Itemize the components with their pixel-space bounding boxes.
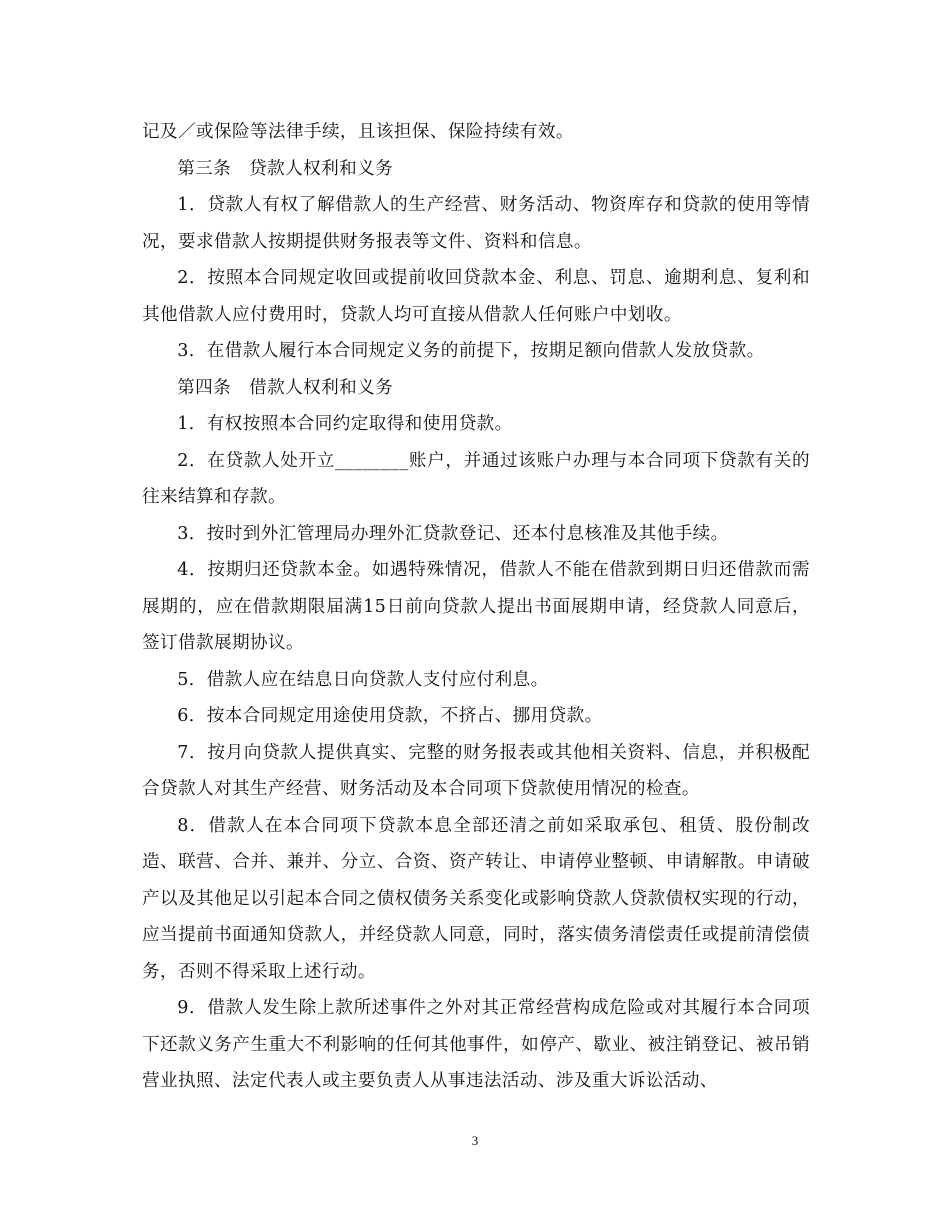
section-heading-article-4: 第四条 借款人权利和义务 — [177, 377, 394, 398]
clause-4-6: 6．按本合同规定用途使用贷款，不挤占、挪用贷款。 — [177, 706, 603, 726]
clause-4-7: 7．按月向贷款人提供真实、完整的财务报表或其他相关资料、信息，并积极配合贷款人对其生产经营、财务活动及本合同项下贷款使用情况的检查。 — [142, 742, 810, 799]
clause-4-5: 5．借款人应在结息日向贷款人支付应付利息。 — [177, 669, 549, 690]
document-body — [142, 114, 810, 1100]
page-number: 3 — [471, 1133, 479, 1148]
clause-3-1: 1．贷款人有权了解借款人的生产经营、财务活动、物资库存和贷款的使用等情况，要求借款人按期提供财务报表等文件、资料和信息。 — [142, 195, 810, 252]
paragraph-continuation: 记及／或保险等法律手续，且该担保、保险持续有效。 — [142, 122, 574, 142]
clause-3-2: 2．按照本合同规定收回或提前收回贷款本金、利息、罚息、逾期利息、复利和其他借款人应付费用时，贷款人均可直接从借款人任何账户中划收。 — [142, 268, 810, 325]
clause-4-9: 9．借款人发生除上款所述事件之外对其正常经营构成危险或对其履行本合同项下还款义务产生重大不利影响的任何其他事件，如停产、歇业、被注销登记、被吊销营业执照、法定代表人或主要负责人从事违法活动、涉及重大诉讼活动、 — [142, 998, 810, 1091]
section-heading-article-3: 第三条 贷款人权利和义务 — [177, 158, 394, 179]
clause-3-3: 3．在借款人履行本合同规定义务的前提下，按期足额向借款人发放贷款。 — [177, 341, 765, 361]
clause-4-8: 8．借款人在本合同项下贷款本息全部还清之前如采取承包、租赁、股份制改造、联营、合并、兼并、分立、合资、资产转让、申请停业整顿、申请解散。申请破产以及其他足以引起本合同之债权债务关系变化或影响贷款人贷款债权实现的行动，应当提前书面通知贷款人，并经贷款人同意，同时，落实债务清偿责任或提前清偿债务，否则不得采取上述行动。 — [142, 815, 810, 982]
clause-4-1: 1．有权按照本合同约定取得和使用贷款。 — [177, 414, 513, 434]
clause-4-2: 2．在贷款人处开立________账户，并通过该账户办理与本合同项下贷款有关的往来结算和存款。 — [142, 450, 810, 507]
clause-4-3: 3．按时到外汇管理局办理外汇贷款登记、还本付息核准及其他手续。 — [177, 523, 729, 544]
clause-4-4: 4．按期归还贷款本金。如遇特殊情况，借款人不能在借款到期日归还借款而需展期的，应在借款期限届满15日前向贷款人提出书面展期申请，经贷款人同意后，签订借款展期协议。 — [142, 560, 810, 653]
